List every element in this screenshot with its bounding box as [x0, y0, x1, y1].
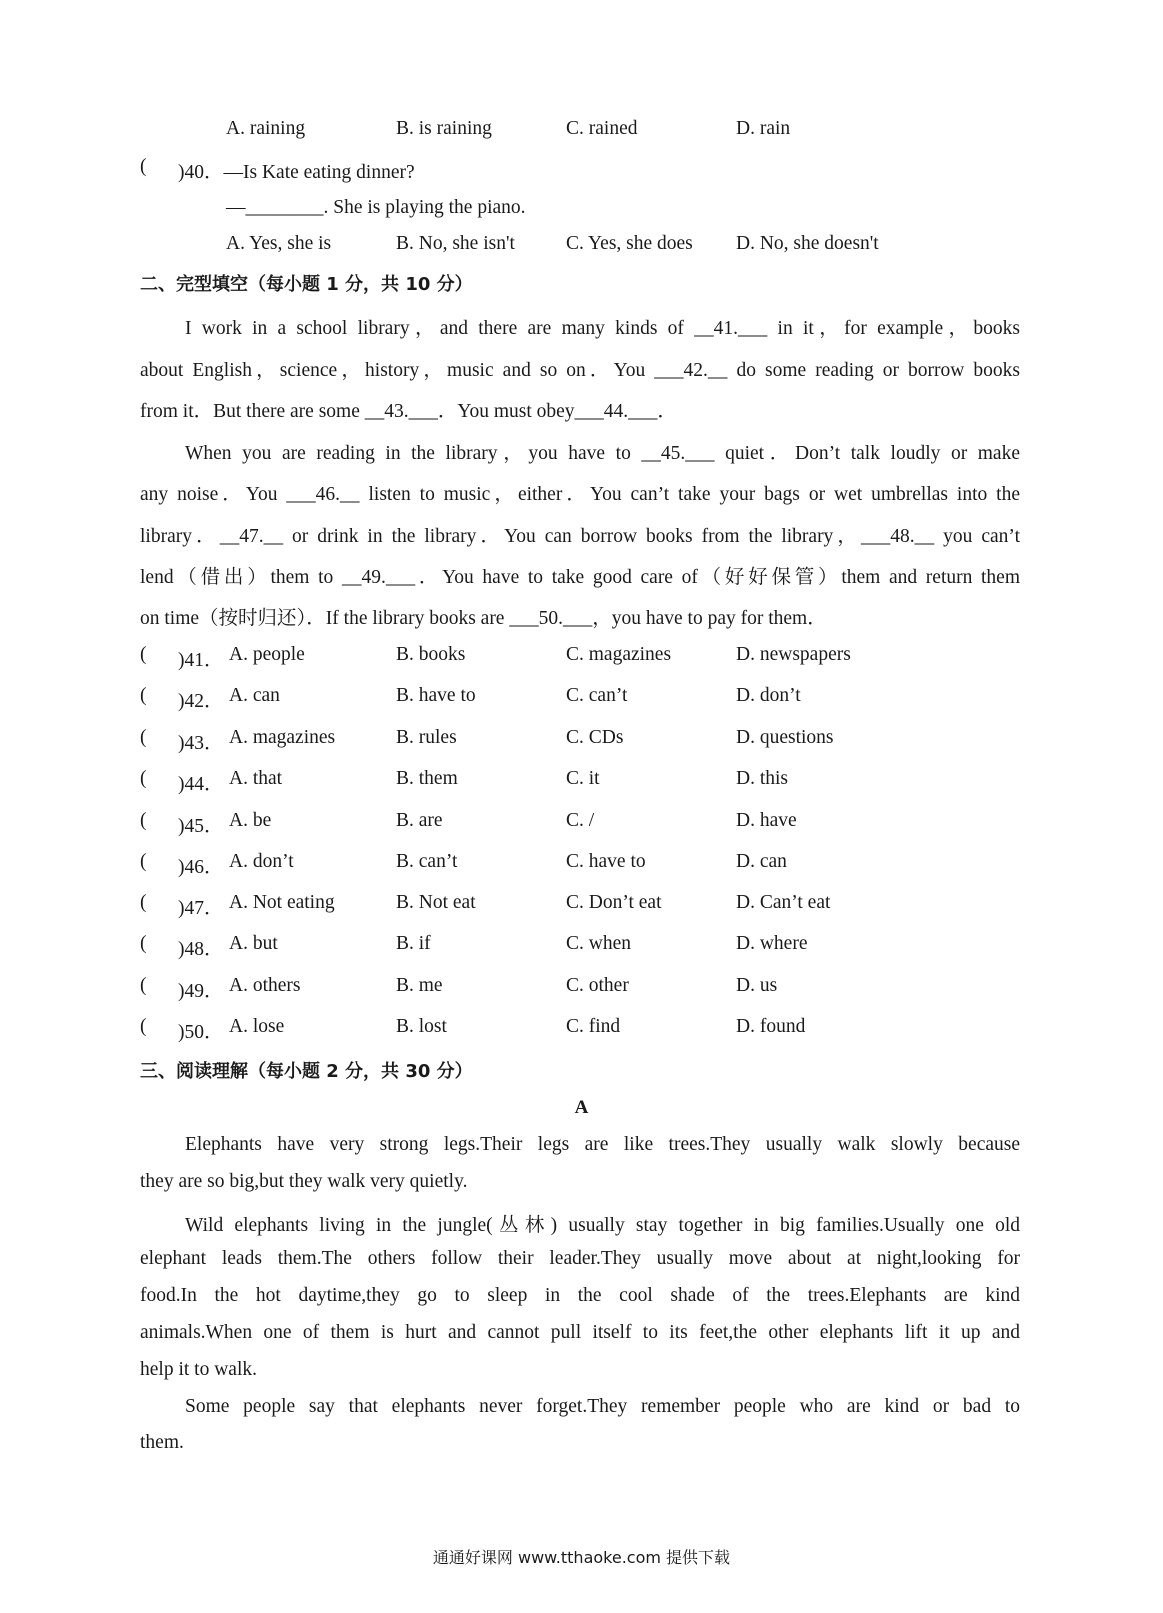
passage-line: food.In the hot daytime,they go to sleep in the cool shade of the trees.Elephants are kind — [140, 1285, 1020, 1306]
option-c: C. Don’t eat — [566, 892, 662, 913]
answer-bracket: ( — [140, 810, 147, 831]
option-c: C. when — [566, 933, 631, 954]
passage-line: on time（按时归还）．If the library books are ___50.___，you have to pay for them． — [140, 608, 827, 629]
answer-bracket: ( — [140, 156, 147, 177]
question-number: )50． — [178, 1022, 224, 1043]
option-a: A. that — [229, 768, 283, 789]
option-b: B. rules — [396, 727, 457, 748]
passage-line: any noise．You ___46.__ listen to music，either．You can’t take your bags or wet umbrellas into the — [140, 484, 1020, 505]
option-a: A. Yes, she is — [226, 233, 332, 254]
section-heading-reading: 三、阅读理解（每小题 2 分，共 30 分） — [140, 1061, 473, 1082]
question-number: )46． — [178, 857, 224, 878]
option-b: B. if — [396, 933, 431, 954]
passage-line: Wild elephants living in the jungle(丛林) usually stay together in big families.Usually one old — [185, 1215, 1020, 1236]
answer-bracket: ( — [140, 975, 147, 996]
option-c: C. Yes, she does — [566, 233, 693, 254]
option-d: D. this — [736, 768, 789, 789]
question-number: )41． — [178, 650, 224, 671]
option-d: D. newspapers — [736, 644, 851, 665]
passage-line: Elephants have very strong legs.Their legs are like trees.They usually walk slowly because — [185, 1134, 1020, 1155]
passage-line: animals.When one of them is hurt and cannot pull itself to its feet,the other elephants lift it up and — [140, 1322, 1020, 1343]
option-a: A. don’t — [229, 851, 294, 872]
answer-line: —________. She is playing the piano. — [226, 197, 526, 218]
option-d: D. No, she doesn't — [736, 233, 879, 254]
option-b: B. have to — [396, 685, 476, 706]
section-heading-cloze: 二、完型填空（每小题 1 分，共 10 分） — [140, 274, 473, 295]
passage-line: Some people say that elephants never forget.They remember people who are kind or bad to — [185, 1396, 1020, 1417]
option-b: B. is raining — [396, 118, 492, 139]
option-d: D. Can’t eat — [736, 892, 831, 913]
option-c: C. / — [566, 810, 595, 831]
option-b: B. can’t — [396, 851, 458, 872]
option-c: C. magazines — [566, 644, 672, 665]
passage-line: they are so big,but they walk very quietly. — [140, 1171, 468, 1192]
passage-line: them. — [140, 1432, 184, 1453]
answer-bracket: ( — [140, 933, 147, 954]
option-c: C. find — [566, 1016, 621, 1037]
passage-line: about English，science，history，music and so on．You ___42.__ do some reading or borrow books — [140, 360, 1020, 381]
passage-line: I work in a school library，and there are many kinds of __41.___ in it，for example，books — [185, 318, 1020, 339]
option-a: A. Not eating — [229, 892, 335, 913]
option-d: D. rain — [736, 118, 791, 139]
answer-bracket: ( — [140, 727, 147, 748]
option-b: B. them — [396, 768, 458, 789]
option-d: D. have — [736, 810, 797, 831]
option-d: D. us — [736, 975, 778, 996]
passage-line: help it to walk. — [140, 1359, 257, 1380]
page-footer: 通通好课网 www.tthaoke.com 提供下载 — [432, 1548, 731, 1567]
question-number: )45． — [178, 816, 224, 837]
option-b: B. me — [396, 975, 443, 996]
option-d: D. questions — [736, 727, 834, 748]
option-a: A. raining — [226, 118, 306, 139]
question-number: )43． — [178, 733, 224, 754]
option-b: B. No, she isn't — [396, 233, 515, 254]
option-b: B. Not eat — [396, 892, 476, 913]
option-d: D. where — [736, 933, 808, 954]
passage-line: from it．But there are some __43.___．You must obey___44.___． — [140, 401, 677, 422]
option-d: D. don’t — [736, 685, 801, 706]
passage-title: A — [574, 1097, 589, 1118]
answer-bracket: ( — [140, 1016, 147, 1037]
passage-line: When you are reading in the library，you have to __45.___ quiet．Don’t talk loudly or make — [185, 443, 1020, 464]
answer-bracket: ( — [140, 892, 147, 913]
option-a: A. be — [229, 810, 272, 831]
answer-bracket: ( — [140, 644, 147, 665]
option-d: D. can — [736, 851, 787, 872]
option-a: A. but — [229, 933, 278, 954]
answer-bracket: ( — [140, 768, 147, 789]
question-stem: )40．—Is Kate eating dinner? — [178, 162, 415, 183]
option-c: C. it — [566, 768, 600, 789]
option-c: C. rained — [566, 118, 638, 139]
option-b: B. lost — [396, 1016, 447, 1037]
option-a: A. others — [229, 975, 301, 996]
option-c: C. other — [566, 975, 629, 996]
option-b: B. books — [396, 644, 466, 665]
option-c: C. CDs — [566, 727, 624, 748]
option-c: C. have to — [566, 851, 646, 872]
question-number: )48． — [178, 939, 224, 960]
answer-bracket: ( — [140, 851, 147, 872]
option-a: A. can — [229, 685, 280, 706]
option-b: B. are — [396, 810, 443, 831]
question-number: )49． — [178, 981, 224, 1002]
option-a: A. magazines — [229, 727, 336, 748]
passage-line: elephant leads them.The others follow their leader.They usually move about at night,looking for — [140, 1248, 1020, 1269]
answer-bracket: ( — [140, 685, 147, 706]
question-number: )42． — [178, 691, 224, 712]
option-a: A. lose — [229, 1016, 285, 1037]
option-d: D. found — [736, 1016, 806, 1037]
option-c: C. can’t — [566, 685, 628, 706]
passage-line: lend（借出）them to __49.___．You have to take good care of（好好保管）them and return them — [140, 567, 1020, 588]
option-a: A. people — [229, 644, 305, 665]
passage-line: library．__47.__ or drink in the library．You can borrow books from the library，___48.__ you can’t — [140, 526, 1020, 547]
question-number: )44． — [178, 774, 224, 795]
question-number: )47． — [178, 898, 224, 919]
